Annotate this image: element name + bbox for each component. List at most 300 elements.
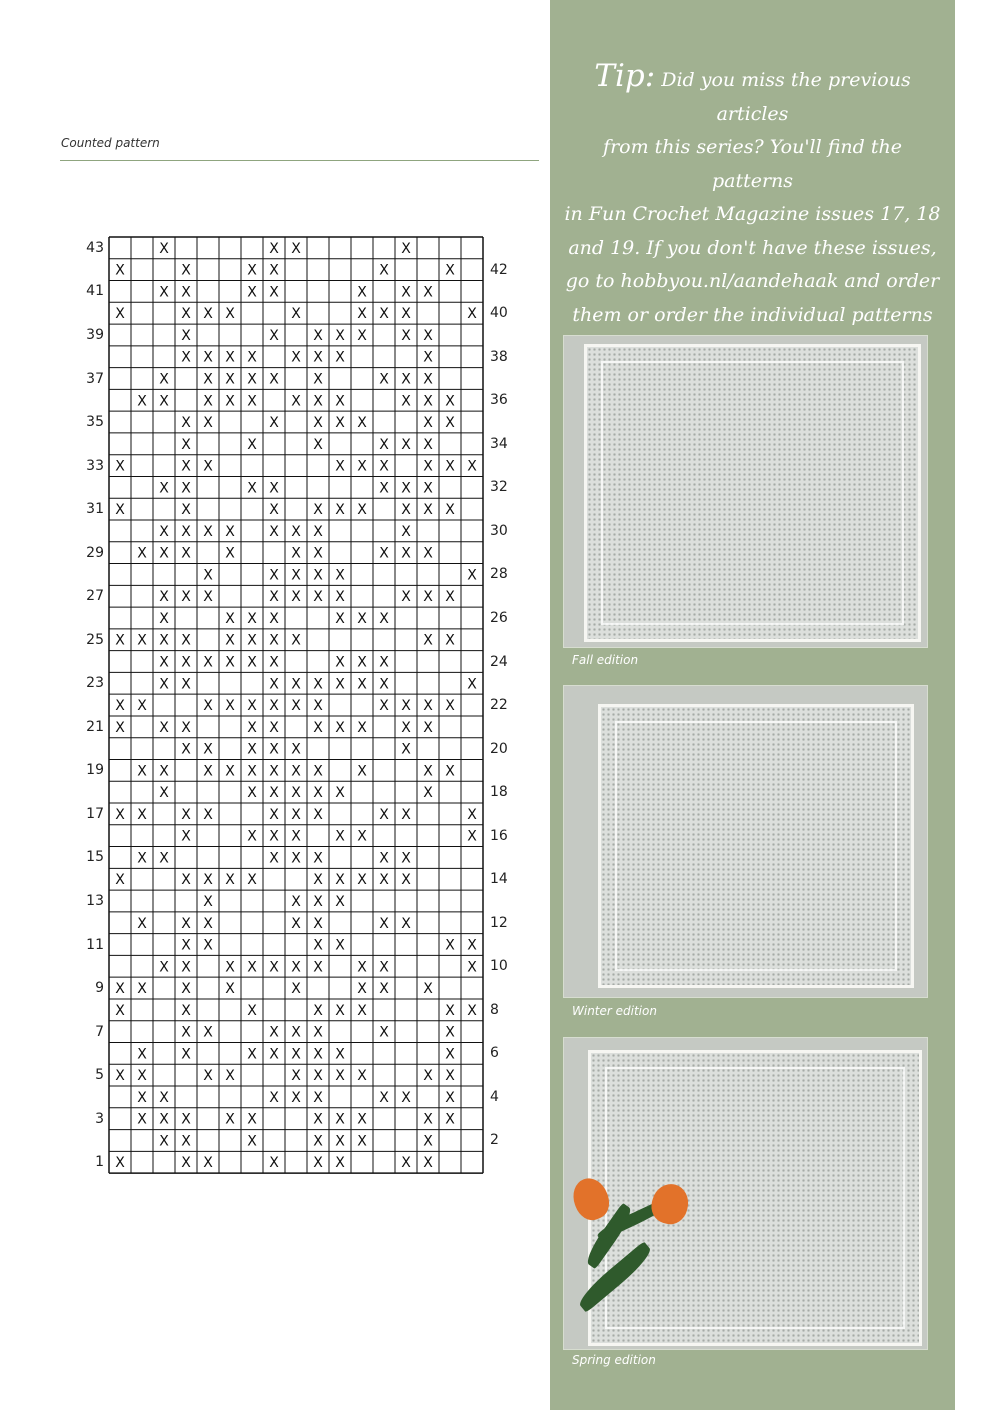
stitch-mark-row-9: X: [357, 981, 367, 998]
stitch-mark-row-7: X: [269, 1024, 279, 1041]
stitch-mark-row-2: X: [335, 1133, 345, 1150]
stitch-mark-row-20: X: [269, 741, 279, 758]
row-number: 37: [86, 370, 104, 387]
row-number: 15: [86, 849, 104, 866]
stitch-mark-row-35: X: [335, 415, 345, 432]
stitch-mark-row-25: X: [291, 632, 301, 649]
tip-line: Did you miss the previous articles: [661, 69, 911, 125]
stitch-mark-row-14: X: [115, 872, 125, 889]
stitch-mark-row-39: X: [401, 327, 411, 344]
row-number: 43: [86, 239, 104, 256]
stitch-mark-row-22: X: [225, 698, 235, 715]
stitch-mark-row-5: X: [137, 1068, 147, 1085]
stitch-mark-row-33: X: [379, 458, 389, 475]
row-number: 5: [95, 1067, 104, 1084]
stitch-mark-row-11: X: [467, 937, 477, 954]
winter-edition-photo: [563, 685, 928, 998]
stitch-mark-row-13: X: [335, 893, 345, 910]
stitch-mark-row-22: X: [379, 698, 389, 715]
stitch-mark-row-23: X: [467, 676, 477, 693]
stitch-mark-row-17: X: [137, 806, 147, 823]
stitch-mark-row-3: X: [445, 1111, 455, 1128]
stitch-mark-row-17: X: [115, 806, 125, 823]
stitch-mark-row-11: X: [335, 937, 345, 954]
stitch-mark-row-37: X: [159, 371, 169, 388]
row-number: 18: [490, 784, 508, 801]
stitch-mark-row-30: X: [269, 523, 279, 540]
fall-edition-photo: [563, 335, 928, 648]
stitch-mark-row-24: X: [357, 654, 367, 671]
stitch-mark-row-2: X: [423, 1133, 433, 1150]
stitch-mark-row-20: X: [401, 741, 411, 758]
stitch-mark-row-30: X: [159, 523, 169, 540]
stitch-mark-row-15: X: [269, 850, 279, 867]
stitch-mark-row-26: X: [225, 610, 235, 627]
stitch-mark-row-7: X: [379, 1024, 389, 1041]
stitch-mark-row-33: X: [115, 458, 125, 475]
stitch-mark-row-24: X: [203, 654, 213, 671]
stitch-mark-row-39: X: [269, 327, 279, 344]
stitch-mark-row-15: X: [291, 850, 301, 867]
section-title: Counted pattern: [61, 136, 160, 150]
stitch-mark-row-27: X: [291, 589, 301, 606]
stitch-mark-row-14: X: [379, 872, 389, 889]
stitch-mark-row-18: X: [335, 785, 345, 802]
stitch-mark-row-42: X: [379, 262, 389, 279]
stitch-mark-row-14: X: [225, 872, 235, 889]
stitch-mark-row-18: X: [291, 785, 301, 802]
stitch-mark-row-13: X: [291, 893, 301, 910]
stitch-mark-row-18: X: [313, 785, 323, 802]
stitch-mark-row-10: X: [225, 959, 235, 976]
stitch-mark-row-12: X: [203, 915, 213, 932]
stitch-mark-row-27: X: [335, 589, 345, 606]
stitch-mark-row-21: X: [313, 719, 323, 736]
stitch-mark-row-12: X: [313, 915, 323, 932]
stitch-mark-row-22: X: [115, 698, 125, 715]
stitch-mark-row-14: X: [247, 872, 257, 889]
row-number: 40: [490, 305, 508, 322]
row-number: 42: [490, 261, 508, 278]
stitch-mark-row-3: X: [357, 1111, 367, 1128]
stitch-mark-row-37: X: [225, 371, 235, 388]
stitch-mark-row-5: X: [335, 1068, 345, 1085]
stitch-mark-row-3: X: [137, 1111, 147, 1128]
stitch-mark-row-26: X: [335, 610, 345, 627]
chart-grid: [108, 236, 484, 1174]
tip-label: Tip:: [594, 58, 656, 94]
stitch-mark-row-10: X: [159, 959, 169, 976]
stitch-mark-row-39: X: [423, 327, 433, 344]
row-number: 36: [490, 392, 508, 409]
stitch-mark-row-3: X: [313, 1111, 323, 1128]
tip-line: and 19. If you don't have these issues,: [568, 236, 937, 259]
photo-caption: Spring edition: [572, 1353, 656, 1367]
stitch-mark-row-17: X: [379, 806, 389, 823]
stitch-mark-row-14: X: [181, 872, 191, 889]
stitch-mark-row-1: X: [335, 1155, 345, 1172]
row-number: 8: [490, 1001, 499, 1018]
tip-line: from this series? You'll find the patterns: [603, 136, 902, 192]
stitch-mark-row-21: X: [115, 719, 125, 736]
stitch-mark-row-37: X: [313, 371, 323, 388]
stitch-mark-row-27: X: [269, 589, 279, 606]
stitch-mark-row-30: X: [203, 523, 213, 540]
stitch-mark-row-9: X: [291, 981, 301, 998]
stitch-mark-row-16: X: [181, 828, 191, 845]
stitch-mark-row-15: X: [379, 850, 389, 867]
stitch-mark-row-19: X: [247, 763, 257, 780]
stitch-mark-row-10: X: [269, 959, 279, 976]
stitch-mark-row-36: X: [203, 393, 213, 410]
row-number: 30: [490, 522, 508, 539]
stitch-mark-row-38: X: [203, 349, 213, 366]
stitch-mark-row-37: X: [247, 371, 257, 388]
stitch-mark-row-29: X: [423, 545, 433, 562]
stitch-mark-row-31: X: [313, 502, 323, 519]
stitch-mark-row-8: X: [247, 1002, 257, 1019]
stitch-mark-row-17: X: [467, 806, 477, 823]
stitch-mark-row-10: X: [247, 959, 257, 976]
stitch-mark-row-23: X: [379, 676, 389, 693]
stitch-mark-row-32: X: [401, 480, 411, 497]
stitch-mark-row-23: X: [335, 676, 345, 693]
stitch-mark-row-22: X: [137, 698, 147, 715]
stitch-mark-row-22: X: [269, 698, 279, 715]
stitch-mark-row-43: X: [159, 240, 169, 257]
stitch-mark-row-35: X: [445, 415, 455, 432]
stitch-mark-row-36: X: [401, 393, 411, 410]
stitch-mark-row-18: X: [423, 785, 433, 802]
row-number: 39: [86, 326, 104, 343]
stitch-mark-row-40: X: [379, 306, 389, 323]
stitch-mark-row-38: X: [291, 349, 301, 366]
stitch-mark-row-17: X: [313, 806, 323, 823]
stitch-mark-row-25: X: [159, 632, 169, 649]
stitch-mark-row-5: X: [313, 1068, 323, 1085]
stitch-mark-row-21: X: [423, 719, 433, 736]
stitch-mark-row-31: X: [423, 502, 433, 519]
stitch-mark-row-16: X: [247, 828, 257, 845]
stitch-mark-row-4: X: [291, 1089, 301, 1106]
stitch-mark-row-33: X: [181, 458, 191, 475]
stitch-mark-row-4: X: [445, 1089, 455, 1106]
stitch-mark-row-19: X: [203, 763, 213, 780]
stitch-mark-row-3: X: [247, 1111, 257, 1128]
stitch-mark-row-1: X: [423, 1155, 433, 1172]
stitch-mark-row-13: X: [203, 893, 213, 910]
stitch-mark-row-35: X: [181, 415, 191, 432]
stitch-mark-row-23: X: [313, 676, 323, 693]
stitch-mark-row-8: X: [181, 1002, 191, 1019]
stitch-mark-row-3: X: [423, 1111, 433, 1128]
stitch-mark-row-41: X: [247, 284, 257, 301]
stitch-mark-row-19: X: [269, 763, 279, 780]
stitch-mark-row-33: X: [335, 458, 345, 475]
stitch-mark-row-35: X: [269, 415, 279, 432]
stitch-mark-row-24: X: [269, 654, 279, 671]
stitch-mark-row-15: X: [401, 850, 411, 867]
stitch-mark-row-1: X: [401, 1155, 411, 1172]
stitch-mark-row-10: X: [467, 959, 477, 976]
stitch-mark-row-21: X: [357, 719, 367, 736]
stitch-mark-row-40: X: [291, 306, 301, 323]
stitch-mark-row-23: X: [357, 676, 367, 693]
stitch-mark-row-9: X: [423, 981, 433, 998]
stitch-mark-row-9: X: [225, 981, 235, 998]
row-number: 21: [86, 718, 104, 735]
stitch-mark-row-42: X: [445, 262, 455, 279]
stitch-mark-row-16: X: [269, 828, 279, 845]
stitch-mark-row-5: X: [203, 1068, 213, 1085]
stitch-mark-row-12: X: [401, 915, 411, 932]
stitch-mark-row-33: X: [423, 458, 433, 475]
row-number: 34: [490, 435, 508, 452]
stitch-mark-row-35: X: [357, 415, 367, 432]
stitch-mark-row-25: X: [445, 632, 455, 649]
doily-image: [588, 1050, 922, 1346]
stitch-mark-row-6: X: [291, 1046, 301, 1063]
stitch-mark-row-20: X: [203, 741, 213, 758]
stitch-mark-row-32: X: [423, 480, 433, 497]
row-number: 25: [86, 631, 104, 648]
stitch-mark-row-31: X: [357, 502, 367, 519]
stitch-mark-row-11: X: [203, 937, 213, 954]
row-number: 35: [86, 414, 104, 431]
stitch-mark-row-20: X: [181, 741, 191, 758]
stitch-mark-row-9: X: [137, 981, 147, 998]
stitch-mark-row-41: X: [423, 284, 433, 301]
stitch-mark-row-33: X: [203, 458, 213, 475]
stitch-mark-row-18: X: [269, 785, 279, 802]
stitch-mark-row-36: X: [291, 393, 301, 410]
stitch-mark-row-22: X: [401, 698, 411, 715]
stitch-mark-row-40: X: [115, 306, 125, 323]
stitch-mark-row-25: X: [181, 632, 191, 649]
stitch-mark-row-19: X: [445, 763, 455, 780]
stitch-mark-row-38: X: [335, 349, 345, 366]
stitch-mark-row-29: X: [159, 545, 169, 562]
stitch-mark-row-3: X: [181, 1111, 191, 1128]
stitch-mark-row-8: X: [115, 1002, 125, 1019]
tip-line: in Fun Crochet Magazine issues 17, 18: [564, 203, 941, 225]
stitch-mark-row-2: X: [357, 1133, 367, 1150]
stitch-mark-row-6: X: [181, 1046, 191, 1063]
stitch-mark-row-38: X: [181, 349, 191, 366]
tip-line: go to hobbyou.nl/aandehaak and order: [565, 270, 940, 292]
stitch-mark-row-23: X: [181, 676, 191, 693]
stitch-mark-row-35: X: [203, 415, 213, 432]
stitch-mark-row-39: X: [313, 327, 323, 344]
stitch-mark-row-8: X: [357, 1002, 367, 1019]
row-number: 24: [490, 653, 508, 670]
photo-caption: Fall edition: [572, 653, 639, 667]
stitch-mark-row-6: X: [137, 1046, 147, 1063]
stitch-mark-row-5: X: [115, 1068, 125, 1085]
stitch-mark-row-21: X: [159, 719, 169, 736]
tip-line: them or order the individual patterns: [572, 303, 933, 326]
stitch-mark-row-40: X: [357, 306, 367, 323]
stitch-mark-row-24: X: [181, 654, 191, 671]
stitch-mark-row-3: X: [159, 1111, 169, 1128]
stitch-mark-row-37: X: [269, 371, 279, 388]
stitch-mark-row-23: X: [291, 676, 301, 693]
stitch-mark-row-1: X: [313, 1155, 323, 1172]
stitch-mark-row-43: X: [401, 240, 411, 257]
stitch-mark-row-1: X: [269, 1155, 279, 1172]
stitch-mark-row-21: X: [335, 719, 345, 736]
photo-caption: Winter edition: [572, 1004, 657, 1018]
stitch-mark-row-28: X: [313, 567, 323, 584]
page-margin: [955, 0, 997, 1410]
stitch-mark-row-41: X: [181, 284, 191, 301]
stitch-mark-row-4: X: [401, 1089, 411, 1106]
stitch-mark-row-42: X: [269, 262, 279, 279]
stitch-mark-row-41: X: [357, 284, 367, 301]
stitch-mark-row-1: X: [181, 1155, 191, 1172]
stitch-mark-row-34: X: [401, 436, 411, 453]
stitch-mark-row-40: X: [401, 306, 411, 323]
row-number: 32: [490, 479, 508, 496]
row-number: 26: [490, 609, 508, 626]
stitch-mark-row-4: X: [159, 1089, 169, 1106]
row-number: 7: [95, 1023, 104, 1040]
doily-image: [584, 344, 921, 642]
stitch-mark-row-3: X: [335, 1111, 345, 1128]
row-number: 41: [86, 283, 104, 300]
row-number: 17: [86, 805, 104, 822]
stitch-mark-row-35: X: [313, 415, 323, 432]
stitch-mark-row-5: X: [357, 1068, 367, 1085]
stitch-mark-row-19: X: [225, 763, 235, 780]
stitch-mark-row-30: X: [291, 523, 301, 540]
stitch-mark-row-28: X: [291, 567, 301, 584]
stitch-mark-row-30: X: [401, 523, 411, 540]
counted-pattern-chart: [108, 236, 484, 1178]
stitch-mark-row-18: X: [159, 785, 169, 802]
stitch-mark-row-30: X: [313, 523, 323, 540]
stitch-mark-row-43: X: [269, 240, 279, 257]
stitch-mark-row-32: X: [379, 480, 389, 497]
stitch-mark-row-25: X: [225, 632, 235, 649]
stitch-mark-row-29: X: [379, 545, 389, 562]
stitch-mark-row-27: X: [313, 589, 323, 606]
stitch-mark-row-8: X: [467, 1002, 477, 1019]
stitch-mark-row-26: X: [247, 610, 257, 627]
stitch-mark-row-23: X: [159, 676, 169, 693]
row-number: 1: [95, 1154, 104, 1171]
stitch-mark-row-36: X: [335, 393, 345, 410]
stitch-mark-row-22: X: [445, 698, 455, 715]
row-number: 6: [490, 1045, 499, 1062]
row-number: 9: [95, 980, 104, 997]
stitch-mark-row-33: X: [467, 458, 477, 475]
stitch-mark-row-32: X: [269, 480, 279, 497]
stitch-mark-row-21: X: [401, 719, 411, 736]
stitch-mark-row-10: X: [291, 959, 301, 976]
stitch-mark-row-33: X: [445, 458, 455, 475]
stitch-mark-row-25: X: [423, 632, 433, 649]
stitch-mark-row-32: X: [159, 480, 169, 497]
stitch-mark-row-22: X: [291, 698, 301, 715]
row-number: 27: [86, 588, 104, 605]
stitch-mark-row-15: X: [137, 850, 147, 867]
stitch-mark-row-37: X: [423, 371, 433, 388]
stitch-mark-row-21: X: [269, 719, 279, 736]
stitch-mark-row-10: X: [313, 959, 323, 976]
stitch-mark-row-38: X: [313, 349, 323, 366]
stitch-mark-row-16: X: [467, 828, 477, 845]
stitch-mark-row-41: X: [159, 284, 169, 301]
stitch-mark-row-38: X: [247, 349, 257, 366]
stitch-mark-row-2: X: [181, 1133, 191, 1150]
stitch-mark-row-6: X: [313, 1046, 323, 1063]
stitch-mark-row-25: X: [247, 632, 257, 649]
row-number: 28: [490, 566, 508, 583]
stitch-mark-row-34: X: [423, 436, 433, 453]
stitch-mark-row-7: X: [313, 1024, 323, 1041]
stitch-mark-row-5: X: [423, 1068, 433, 1085]
stitch-mark-row-36: X: [247, 393, 257, 410]
stitch-mark-row-37: X: [203, 371, 213, 388]
stitch-mark-row-42: X: [181, 262, 191, 279]
stitch-mark-row-43: X: [291, 240, 301, 257]
row-number: 19: [86, 762, 104, 779]
stitch-mark-row-28: X: [467, 567, 477, 584]
stitch-mark-row-36: X: [423, 393, 433, 410]
stitch-mark-row-39: X: [357, 327, 367, 344]
stitch-mark-row-36: X: [137, 393, 147, 410]
stitch-mark-row-6: X: [445, 1046, 455, 1063]
stitch-mark-row-17: X: [181, 806, 191, 823]
stitch-mark-row-15: X: [159, 850, 169, 867]
stitch-mark-row-24: X: [159, 654, 169, 671]
stitch-mark-row-17: X: [269, 806, 279, 823]
stitch-mark-row-30: X: [225, 523, 235, 540]
row-number: 12: [490, 914, 508, 931]
stitch-mark-row-24: X: [247, 654, 257, 671]
stitch-mark-row-4: X: [269, 1089, 279, 1106]
stitch-mark-row-29: X: [181, 545, 191, 562]
stitch-mark-row-10: X: [181, 959, 191, 976]
stitch-mark-row-28: X: [335, 567, 345, 584]
stitch-mark-row-12: X: [291, 915, 301, 932]
stitch-mark-row-5: X: [225, 1068, 235, 1085]
stitch-mark-row-16: X: [335, 828, 345, 845]
stitch-mark-row-34: X: [181, 436, 191, 453]
row-number: 31: [86, 501, 104, 518]
stitch-mark-row-14: X: [401, 872, 411, 889]
stitch-mark-row-31: X: [445, 502, 455, 519]
stitch-mark-row-41: X: [401, 284, 411, 301]
stitch-mark-row-2: X: [313, 1133, 323, 1150]
row-number: 11: [86, 936, 104, 953]
stitch-mark-row-34: X: [313, 436, 323, 453]
stitch-mark-row-2: X: [247, 1133, 257, 1150]
stitch-mark-row-9: X: [115, 981, 125, 998]
stitch-mark-row-40: X: [225, 306, 235, 323]
stitch-mark-row-41: X: [269, 284, 279, 301]
stitch-mark-row-34: X: [247, 436, 257, 453]
row-number: 33: [86, 457, 104, 474]
section-divider: [60, 160, 539, 161]
stitch-mark-row-36: X: [225, 393, 235, 410]
stitch-mark-row-22: X: [313, 698, 323, 715]
stitch-mark-row-9: X: [181, 981, 191, 998]
stitch-mark-row-4: X: [137, 1089, 147, 1106]
stitch-mark-row-9: X: [379, 981, 389, 998]
row-number: 38: [490, 348, 508, 365]
